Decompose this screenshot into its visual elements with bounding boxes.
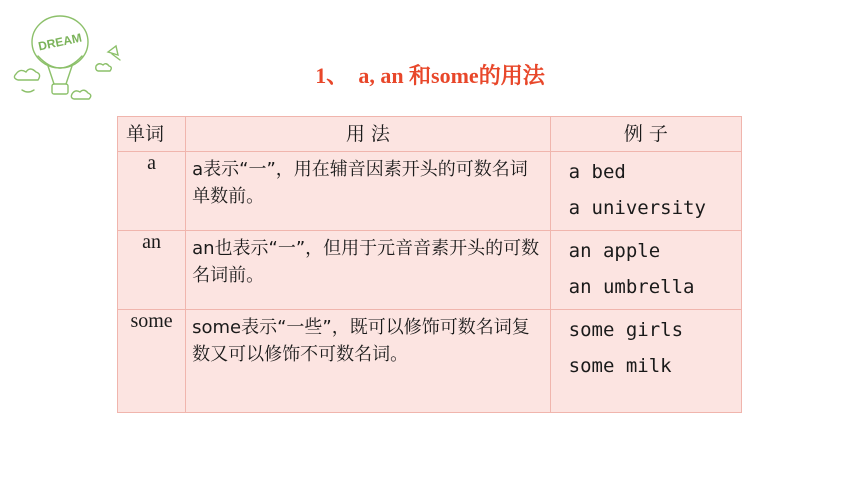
title-text: a, an 和some的用法: [358, 63, 545, 88]
page-title: [0, 58, 860, 94]
table-row: [118, 310, 742, 413]
title-number: 1、: [315, 63, 349, 88]
table-row: [118, 152, 742, 231]
example-item: some girls: [568, 319, 684, 341]
usage-cell: [186, 152, 551, 231]
usage-cell: [186, 310, 551, 413]
example-item: an apple: [568, 240, 661, 262]
example-item: an umbrella: [568, 276, 695, 298]
example-cell: [550, 231, 741, 310]
table-row: [118, 231, 742, 310]
example-cell: [550, 310, 741, 413]
usage-text: some表示“一些”，既可以修饰可数名词复数又可以修饰不可数名词。: [192, 317, 530, 365]
usage-cell: [186, 231, 551, 310]
usage-table: [117, 116, 742, 413]
header-word: 单词: [118, 117, 186, 152]
word-cell: a: [118, 152, 186, 231]
usage-text: an也表示“一”，但用于元音音素开头的可数名词前。: [192, 238, 540, 286]
example-item: a bed: [568, 161, 626, 183]
word-cell: an: [118, 231, 186, 310]
header-example: 例 子: [550, 117, 741, 152]
table-header-row: [118, 117, 742, 152]
example-item: some milk: [568, 355, 672, 377]
example-item: a university: [568, 197, 706, 219]
logo-text: DREAM: [37, 30, 83, 54]
word-cell: some: [118, 310, 186, 413]
header-usage: 用 法: [186, 117, 551, 152]
example-cell: [550, 152, 741, 231]
usage-text: a表示“一”，用在辅音因素开头的可数名词单数前。: [192, 159, 528, 207]
